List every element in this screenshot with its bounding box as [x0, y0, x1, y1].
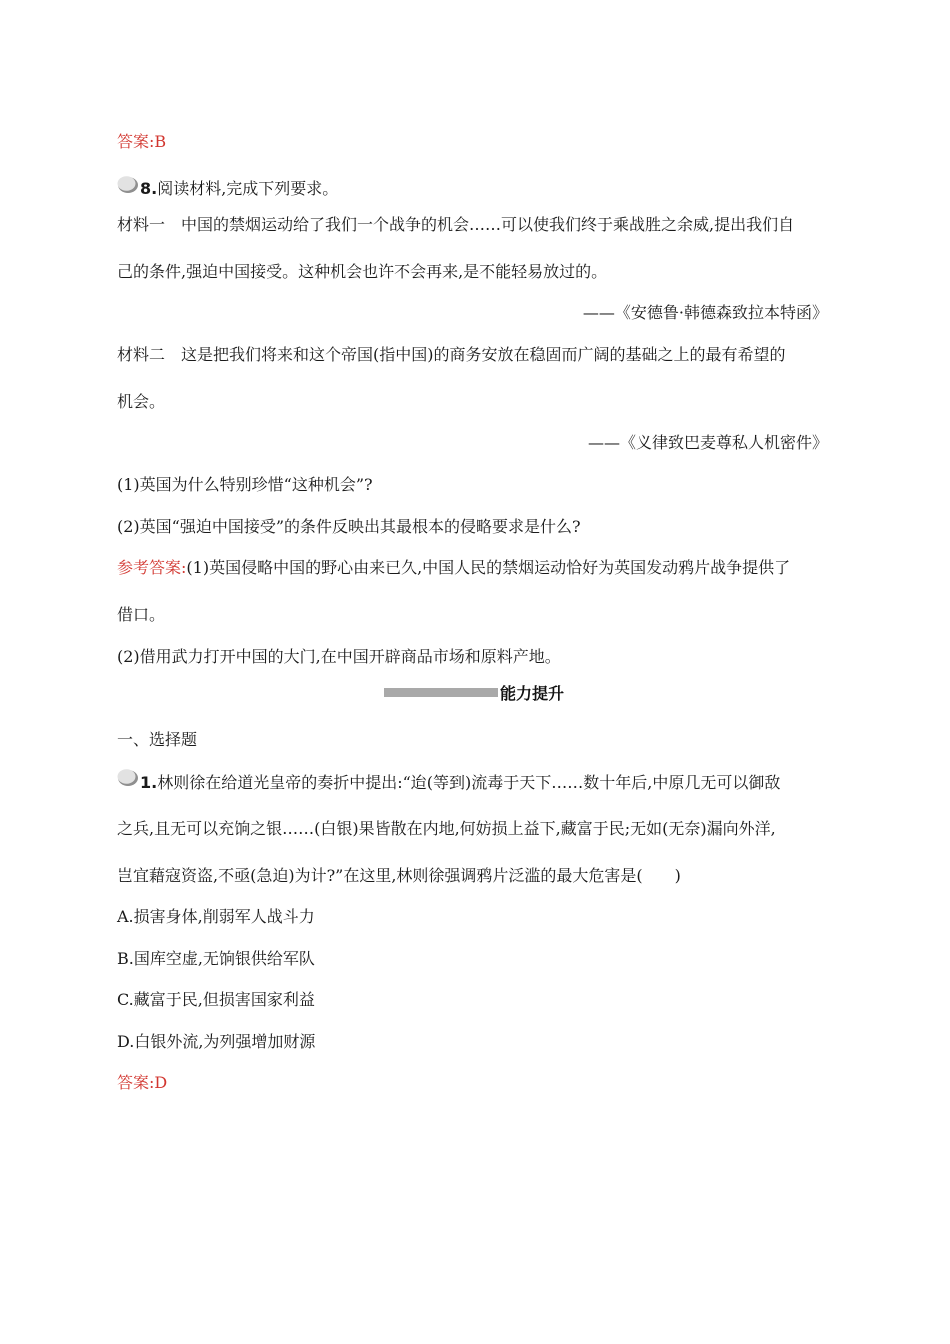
material-1-line-2: 己的条件,强迫中国接受。这种机会也许不会再来,是不能轻易放过的。 — [117, 262, 608, 281]
question-1-number: 1. — [140, 773, 158, 792]
option-c: C.藏富于民,但损害国家利益 — [117, 990, 315, 1009]
question-1-answer — [117, 1073, 167, 1093]
material-1-source: ——《安德鲁·韩德森致拉本特函》 — [582, 303, 828, 322]
reference-answer-label: 参考答案: — [117, 558, 187, 577]
question-bullet-icon — [116, 767, 136, 787]
section-bar — [384, 688, 498, 697]
question-1-text-1: 林则徐在给道光皇帝的奏折中提出:“迨(等到)流毒于天下……数十年后,中原几无可以御敌 — [157, 773, 781, 792]
question-8-text: 阅读材料,完成下列要求。 — [157, 179, 339, 198]
question-8-prompt — [140, 179, 338, 199]
material-2-source: ——《义律致巴麦尊私人机密件》 — [587, 433, 828, 452]
material-1-line-1: 材料一 中国的禁烟运动给了我们一个战争的机会……可以使我们终于乘战胜之余威,提出我们自 — [117, 215, 795, 234]
answer-value: D — [154, 1073, 168, 1092]
answer-value: B — [154, 132, 167, 151]
option-b: B.国库空虚,无饷银供给军队 — [117, 949, 315, 968]
question-1-line-2: 之兵,且无可以充饷之银……(白银)果皆散在内地,何妨损上益下,藏富于民;无如(无奈)漏向外洋, — [117, 819, 776, 838]
part-heading: 一、选择题 — [117, 730, 198, 749]
question-8-number: 8. — [140, 179, 158, 198]
sub-question-1: (1)英国为什么特别珍惜“这种机会”? — [117, 475, 373, 494]
answer-label: 答案: — [117, 1073, 155, 1092]
reference-answer-line-2: 借口。 — [117, 605, 166, 624]
option-d: D.白银外流,为列强增加财源 — [117, 1032, 316, 1051]
reference-answer-line-1 — [117, 558, 790, 578]
material-2-line-1: 材料二 这是把我们将来和这个帝国(指中国)的商务安放在稳固而广阔的基础之上的最有希望的 — [117, 345, 786, 364]
section-title: 能力提升 — [500, 683, 565, 703]
sub-question-2: (2)英国“强迫中国接受”的条件反映出其最根本的侵略要求是什么? — [117, 517, 581, 536]
previous-answer — [117, 132, 166, 152]
option-a: A.损害身体,削弱军人战斗力 — [117, 907, 315, 926]
section-heading — [384, 681, 564, 703]
answer-label: 答案: — [117, 132, 155, 151]
reference-answer-line-3: (2)借用武力打开中国的大门,在中国开辟商品市场和原料产地。 — [117, 647, 561, 666]
question-1-line-3: 岂宜藉寇资盗,不亟(急迫)为计?”在这里,林则徐强调鸦片泛滥的最大危害是( ) — [117, 866, 681, 885]
material-2-line-2: 机会。 — [117, 392, 166, 411]
question-1-line-1 — [140, 773, 780, 793]
question-bullet-icon — [116, 174, 136, 194]
reference-answer-text-1: (1)英国侵略中国的野心由来已久,中国人民的禁烟运动恰好为英国发动鸦片战争提供了 — [186, 558, 791, 577]
